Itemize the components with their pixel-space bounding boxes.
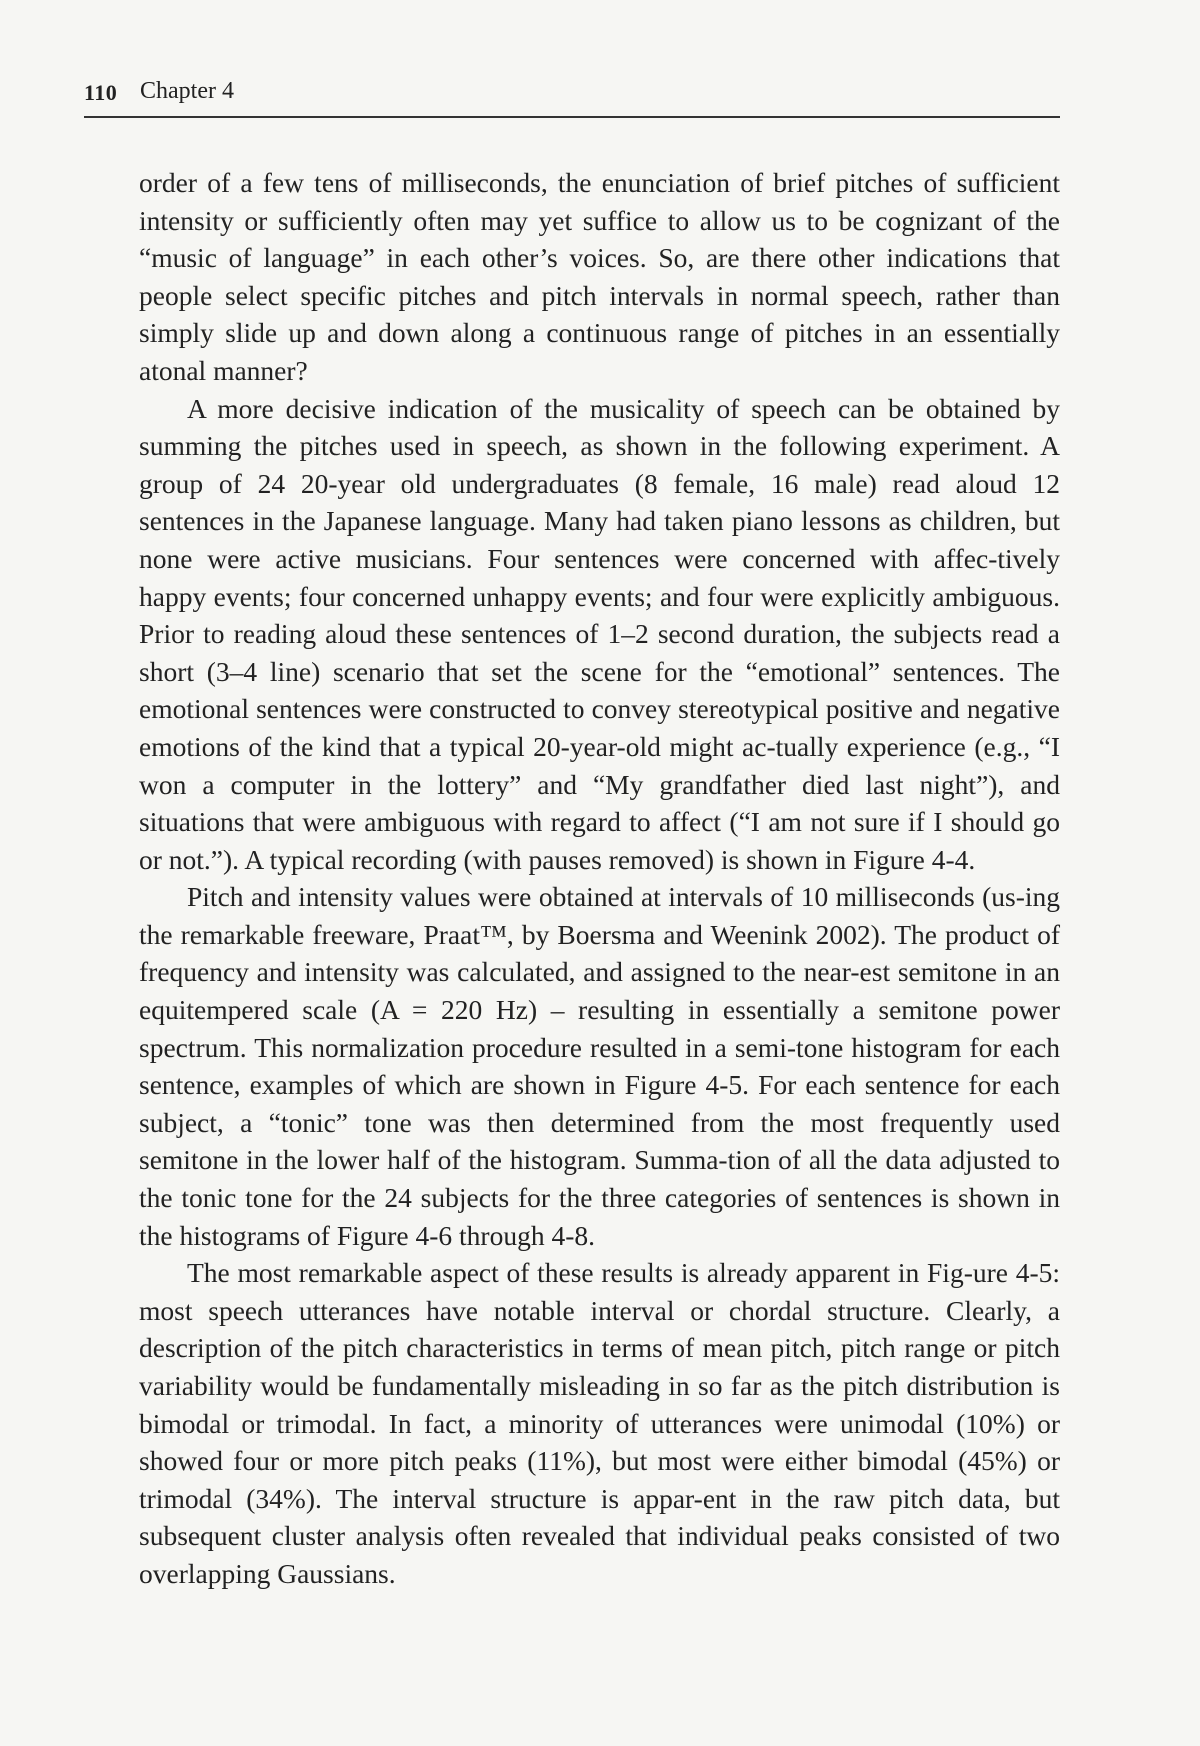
paragraph-4: The most remarkable aspect of these results is already apparent in Fig-ure 4-5: most speech utterances have notable interval or chordal structure. Clearly, a description of the pitch characteristics in terms of mean pitch, pitch range or pitch variability would be fundamentally misleading in so far as the pitch distribution is bimodal or trimodal. In fact, a minority of utterances were unimodal (10%) or showed four or more pitch peaks (11%), but most were either bimodal (45%) or trimodal (34%). The interval structure is appar-ent in the raw pitch data, but subsequent cluster analysis often revealed that individual peaks consisted of two overlapping Gaussians. [139, 1257, 1060, 1589]
chapter-title: Chapter 4 [140, 78, 234, 104]
running-head [84, 74, 1060, 118]
paragraph-1: order of a few tens of milliseconds, the enunciation of brief pitches of sufficient intensity or sufficiently often may yet suffice to allow us to be cognizant of the “music of language” in each other’s voices. So, are there other indications that people select specific pitches and pitch intervals in normal speech, rather than simply slide up and down along a continuous range of pitches in an essentially atonal manner? [139, 167, 1060, 386]
body-text [139, 164, 1060, 1593]
paragraph-2: A more decisive indication of the musicality of speech can be obtained by summing the pitches used in speech, as shown in the following experiment. A group of 24 20-year old undergraduates (8 female, 16 male) read aloud 12 sentences in the Japanese language. Many had taken piano lessons as children, but none were active musicians. Four sentences were concerned with affec-tively happy events; four concerned unhappy events; and four were explicitly ambiguous. Prior to reading aloud these sentences of 1–2 second duration, the subjects read a short (3–4 line) scenario that set the scene for the “emotional” sentences. The emotional sentences were constructed to convey stereotypical positive and negative emotions of the kind that a typical 20-year-old might ac-tually experience (e.g., “I won a computer in the lottery” and “My grandfather died last night”), and situations that were ambiguous with regard to affect (“I am not sure if I should go or not.”). A typical recording (with pauses removed) is shown in Figure 4-4. [139, 392, 1060, 875]
page-number: 110 [84, 80, 118, 105]
paragraph-3: Pitch and intensity values were obtained at intervals of 10 milliseconds (us-ing the remarkable freeware, Praat™, by Boersma and Weenink 2002). The product of frequency and intensity was calculated, and assigned to the near-est semitone in an equitempered scale (A = 220 Hz) – resulting in essentially a semitone power spectrum. This normalization procedure resulted in a semi-tone histogram for each sentence, examples of which are shown in Figure 4-5. For each sentence for each subject, a “tonic” tone was then determined from the most frequently used semitone in the lower half of the histogram. Summa-tion of all the data adjusted to the tonic tone for the 24 subjects for the three categories of sentences is shown in the histograms of Figure 4-6 through 4-8. [139, 881, 1060, 1251]
